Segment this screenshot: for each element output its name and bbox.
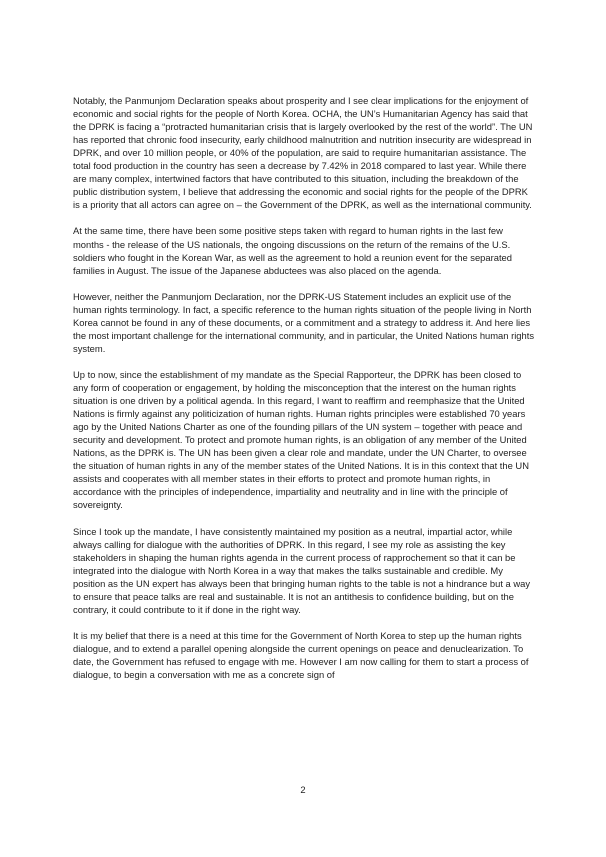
document-body [73, 94, 535, 694]
paragraph-positive-steps: At the same time, there have been some positive steps taken with regard to human rights in the last few months - the release of the US nationals, the ongoing discussions on the return of the remains of the U.S. soldiers who fought in the Korean War, as well as the agreement to hold a reunion event for the separated families in August. The issue of the Japanese abductees was also placed on the agenda. [73, 225, 512, 276]
paragraph-terminology: However, neither the Panmunjom Declaration, nor the DPRK-US Statement includes an explicit use of the human rights terminology. In fact, a specific reference to the human rights situation of the people living in North Korea cannot be found in any of these documents, or a commitment and a strategy to address it. And here lies the most important challenge for the international community, and in particular, the United Nations human rights system. [73, 290, 535, 354]
paragraph-dialogue-call: It is my belief that there is a need at this time for the Government of North Korea to step up the human rights dialogue, and to extend a parallel opening alongside the current openings on peace and denuclearization. To date, the Government has refused to engage with me. However I am now calling for them to start a process of dialogue, to begin a conversation with me as a concrete sign of [73, 629, 529, 681]
paragraph-panmunjom-prosperity: Notably, the Panmunjom Declaration speaks about prosperity and I see clear implications for the enjoyment of economic and social rights for the people of North Korea. OCHA, the UN’s Humanitarian Agency has said that the DPRK is facing a “protracted humanitarian crisis that is largely overlooked by the rest of the world”. The UN has reported that chronic food insecurity, early childhood malnutrition and nutrition insecurity are widespread in DPRK, and over 10 million people, or 40% of the population, are said to require humanitarian assistance. The total food production in the country has seen a decrease by 7.42% in 2018 compared to last year. While there are many complex, intertwined factors that have contributed to this situation, including the breakdown of the public distribution system, I believe that addressing the economic and social rights for the people of the DPRK is a priority that all actors can agree on – the Government of the DPRK, as well as the international community. [73, 95, 533, 211]
page-number: 2 [300, 784, 306, 795]
paragraph-neutral-position: Since I took up the mandate, I have consistently maintained my position as a neutral, impartial actor, while always calling for dialogue with the authorities of DPRK. In this regard, I see my role as assisting the key stakeholders in shaping the human rights agenda in the current process of rapprochement so that it can be integrated into the dialogue with North Korea in a way that makes the talks sustainable and credible. My position as the UN expert has always been that bringing human rights to the table is not a hindrance but a way to ensure that peace talks are real and sustainable. It is not an antithesis to confidence building, but on the contrary, it could contribute to it if done in the right way. [73, 525, 531, 615]
paragraph-mandate-cooperation: Up to now, since the establishment of my mandate as the Special Rapporteur, the DPRK has been closed to any form of cooperation or engagement, by holding the misconception that the interest on the human rights situation is one driven by a political agenda. In this regard, I want to reaffirm and reemphasize that the United Nations is firmly against any politicization of human rights. Human rights principles were established 70 years ago by the United Nations Charter as one of the founding pillars of the UN system – together with peace and security and development. To protect and promote human rights, is an obligation of any member of the United Nations, as the DPRK is. The UN has been given a clear role and mandate, under the UN Charter, to oversee the situation of human rights in any of the member states of the United Nations. It is in this context that the UN assists and cooperates with all member states in their efforts to protect and promote human rights, in accordance with the principles of independence, impartiality and neutrality and in line with the principle of sovereignty. [73, 368, 529, 511]
